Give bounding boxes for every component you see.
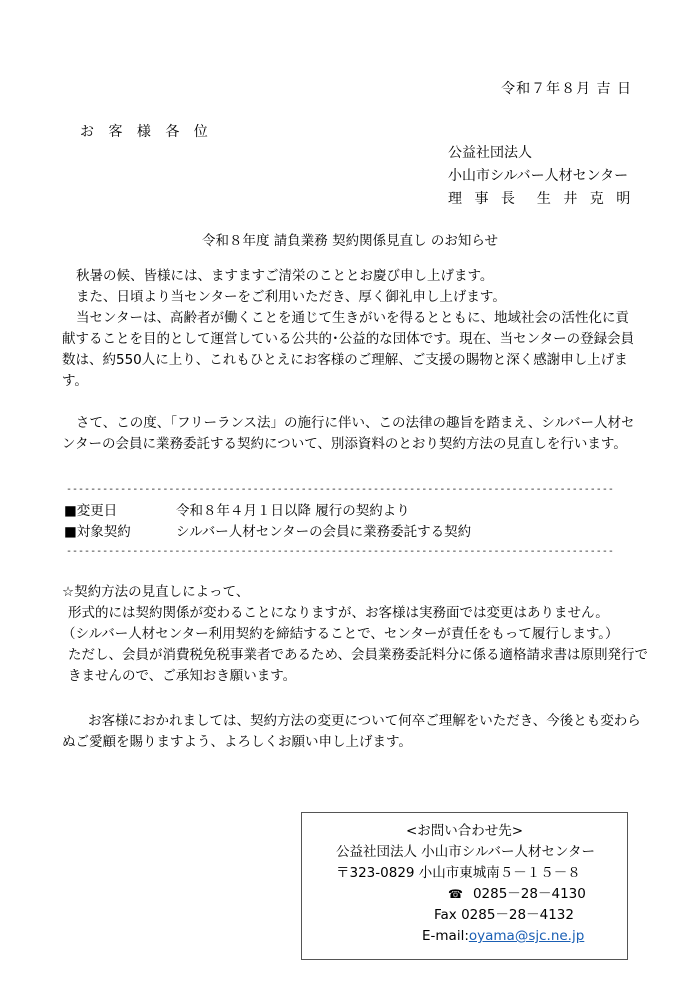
contact-heading: <お問い合わせ先> [405,823,524,839]
change-date-row [64,501,471,522]
contact-org: 公益社団法人 小山市シルバー人材センター [336,844,595,860]
contact-phone-row [448,884,586,905]
notes-heading: ☆契約方法の見直しによって、 [62,584,250,600]
notes-line: 形式的には契約関係が変わることになりますが、お客様は実務面では変更はありません。 [68,605,609,621]
target-contract-row [64,522,471,543]
target-contract-value: シルバー人材センターの会員に業務委託する契約 [176,524,472,540]
sender-org-type: 公益社団法人 [448,145,532,161]
contact-phone: 0285－28－4130 [472,886,586,902]
phone-icon: ☎ [448,887,463,901]
intro-section [62,266,642,392]
change-date-value: 令和８年４月１日以降 履行の契約より [176,503,410,519]
contact-email-row [422,926,584,947]
change-date-label: ■変更日 [64,503,118,519]
addressee: お 客 様 各 位 [80,124,213,140]
sender-block [448,142,634,211]
intro-paragraph: 秋暑の候、皆様には、ますますご清栄のこととお慶び申し上げます。 [76,268,494,284]
contact-address: 〒323-0829 小山市東城南５－１５－８ [336,865,581,881]
contact-email-link[interactable]: oyama@sjc.ne.jp [468,928,585,944]
sender-name: 理 事 長 生 井 克 明 [448,191,635,207]
target-contract-label: ■対象契約 [64,524,131,540]
divider-top: ------------------------------------------------------------------------------------------- [66,484,614,495]
intro-paragraph: 当センターは、高齢者が働くことを通じて生きがいを得るとともに、地域社会の活性化に貢献することを目的として運営している公共的･公益的な団体です。現在、当センターの登録会員数は、約550人に上り、これもひとえにお客様のご理解、ご支援の賜物と深く感謝申し上げます。 [62,310,635,389]
intro-paragraph: また、日頃より当センターをご利用いただき、厚く御礼申し上げます。 [76,289,506,305]
notes-section [62,582,652,687]
contact-box [301,812,628,960]
document-date: 令和７年８月 吉 日 [501,81,632,97]
closing-paragraph: お客様におかれましては、契約方法の変更について何卒ご理解をいただき、今後とも変わらぬご愛顧を賜りますよう、よろしくお願い申し上げます。 [62,713,641,750]
summary-block [64,501,471,543]
contact-fax: Fax 0285－28－4132 [434,907,574,923]
notes-line: （シルバー人材センター利用契約を締結することで、センターが責任をもって履行します。） [62,626,619,642]
notes-line: ただし、会員が消費税免税事業者であるため、会員業務委託料分に係る適格請求書は原則発行できませんので、ご承知おき願います。 [68,647,648,684]
sender-org-name: 小山市シルバー人材センター [448,168,629,184]
contact-email-label: E-mail: [422,928,469,944]
notice-section [62,413,642,455]
notice-title: 令和８年度 請負業務 契約関係見直し のお知らせ [202,233,498,249]
divider-bottom: ------------------------------------------------------------------------------------------- [66,546,614,557]
notice-paragraph: さて、この度、「フリーランス法」の施行に伴い、この法律の趣旨を踏まえ、シルバー人材センターの会員に業務委託する契約について、別添資料のとおり契約方法の見直しを行います。 [62,415,635,452]
